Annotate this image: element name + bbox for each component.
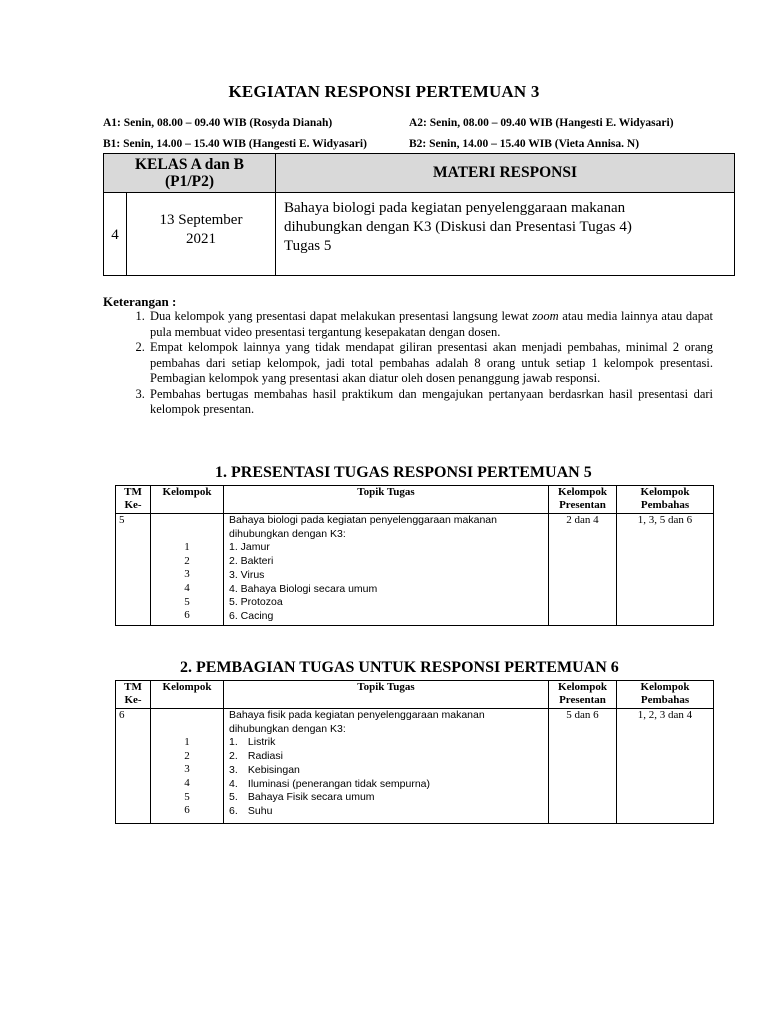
header-tm xyxy=(116,681,151,709)
keterangan-item-1-a: Dua kelompok yang presentasi dapat melakukan presentasi langsung lewat xyxy=(150,309,533,323)
header-topik: Topik Tugas xyxy=(224,486,549,514)
s2-topic xyxy=(229,805,545,819)
s2-topic-num: 2. xyxy=(229,750,238,763)
header-pembahas-line2: Pembahas xyxy=(640,694,690,706)
s2-topic-num: 6. xyxy=(229,804,238,817)
s2-topic-num: 4. xyxy=(229,777,238,790)
s1-topic: 6. Cacing xyxy=(229,609,274,622)
s1-group: 2 xyxy=(184,554,190,567)
keterangan-item-1-b: atau media lainnya atau dapat pula membuat video presentasi tergantung kesepakatan dengan dosen. xyxy=(150,309,713,339)
main-schedule-table xyxy=(103,153,735,276)
schedule-b2: B2: Senin, 14.00 – 15.40 WIB (Vieta Annisa. N) xyxy=(409,138,640,150)
section1-table xyxy=(115,485,714,626)
s1-intro-line2: dihubungkan dengan K3: xyxy=(229,527,346,540)
header-presentan xyxy=(549,681,617,709)
row-number: 4 xyxy=(104,193,127,276)
s1-topic: 4. Bahaya Biologi secara umum xyxy=(229,582,378,595)
s1-group: 3 xyxy=(184,568,190,581)
header-pembahas-line2: Pembahas xyxy=(640,499,690,511)
s2-presentan: 5 dan 6 xyxy=(549,709,617,824)
row-topic-line3: Tugas 5 xyxy=(284,238,332,254)
s2-topic xyxy=(229,778,545,792)
s2-topic-text: Bahaya Fisik secara umum xyxy=(247,791,375,804)
header-pembahas-line1: Kelompok xyxy=(640,486,690,498)
header-materi: MATERI RESPONSI xyxy=(276,154,735,193)
header-pembahas xyxy=(617,486,714,514)
s2-group: 1 xyxy=(184,736,190,748)
s1-groups xyxy=(151,514,224,626)
header-tm-line1: TM xyxy=(124,681,142,693)
header-kelas xyxy=(104,154,276,193)
s2-intro-line1: Bahaya fisik pada kegiatan penyelenggaraan makanan xyxy=(229,709,485,721)
row-date xyxy=(127,193,276,276)
row-topic xyxy=(276,193,735,276)
header-presentan xyxy=(549,486,617,514)
keterangan-list xyxy=(103,309,713,418)
s1-topic: 2. Bakteri xyxy=(229,555,274,568)
s2-topic-text: Kebisingan xyxy=(247,763,300,776)
s2-topic-num: 5. xyxy=(229,791,238,804)
header-presentan-line2: Presentan xyxy=(559,694,606,706)
s1-topic: 3. Virus xyxy=(229,568,265,581)
header-kelompok: Kelompok xyxy=(151,486,224,514)
header-kelompok: Kelompok xyxy=(151,681,224,709)
s2-topic xyxy=(229,736,545,750)
s2-intro-line2: dihubungkan dengan K3: xyxy=(229,722,346,735)
header-kelas-line2: (P1/P2) xyxy=(164,173,215,190)
keterangan-item-1-zoom: zoom xyxy=(532,309,559,323)
keterangan-item-2: 2. Empat kelompok lainnya yang tidak mendapat giliran presentasi akan menjadi pembahas, minimal 2 orang pembahas dari setiap kelompok, jadi total pembahas adalah 8 orang untuk setiap 1 kelompok presentasi. Pembagian kelompok yang presentasi akan diatur oleh dosen penanggung jawab responsi. xyxy=(148,340,713,387)
s2-topic xyxy=(229,791,545,805)
s1-tm: 5 xyxy=(116,514,151,626)
header-presentan-line2: Presentan xyxy=(559,499,606,511)
s2-topic-text: Iluminasi (penerangan tidak sempurna) xyxy=(247,777,431,790)
s1-topic: 5. Protozoa xyxy=(229,596,283,609)
s2-group: 4 xyxy=(184,777,190,790)
header-tm-line2: Ke- xyxy=(124,499,142,511)
s2-topic xyxy=(229,750,545,764)
header-presentan-line1: Kelompok xyxy=(558,681,607,693)
s2-topic-num: 3. xyxy=(229,763,238,776)
keterangan-item-3: 3. Pembahas bertugas membahas hasil praktikum dan mengajukan pertanyaan berdasrkan hasil presentasi dari kelompok presentan. xyxy=(148,387,713,418)
s2-group: 5 xyxy=(184,790,190,803)
s1-topic: 1. Jamur xyxy=(229,541,270,554)
section2-heading: 2. PEMBAGIAN TUGAS UNTUK RESPONSI PERTEMUAN 6 xyxy=(180,659,619,676)
s2-topic-text: Radiasi xyxy=(247,750,283,763)
s2-topic-text: Listrik xyxy=(247,736,276,749)
s1-group: 4 xyxy=(184,582,190,595)
s2-group: 2 xyxy=(184,749,190,762)
page-title: KEGIATAN RESPONSI PERTEMUAN 3 xyxy=(228,82,540,101)
schedule-a1: A1: Senin, 08.00 – 09.40 WIB (Rosyda Dianah) xyxy=(103,117,333,129)
header-tm-line2: Ke- xyxy=(124,694,142,706)
header-topik: Topik Tugas xyxy=(224,681,549,709)
s2-topics xyxy=(224,709,549,824)
s1-presentan: 2 dan 4 xyxy=(549,514,617,626)
row-date-line2: 2021 xyxy=(186,231,216,247)
header-tm xyxy=(116,486,151,514)
header-presentan-line1: Kelompok xyxy=(558,486,607,498)
header-pembahas xyxy=(617,681,714,709)
keterangan-item-1 xyxy=(148,309,713,340)
s2-topic-text: Suhu xyxy=(247,804,273,817)
s1-group: 1 xyxy=(184,541,190,553)
s2-topic-num: 1. xyxy=(229,736,238,749)
header-kelas-line1: KELAS A dan B xyxy=(135,156,244,173)
s2-group: 6 xyxy=(184,804,190,817)
row-topic-line1: Bahaya biologi pada kegiatan penyelenggaraan makanan xyxy=(284,200,626,216)
s2-tm: 6 xyxy=(116,709,151,824)
schedule-b1: B1: Senin, 14.00 – 15.40 WIB (Hangesti E. Widyasari) xyxy=(103,138,367,150)
s1-pembahas: 1, 3, 5 dan 6 xyxy=(617,514,714,626)
row-date-line1: 13 September xyxy=(159,212,243,228)
section2-table xyxy=(115,680,714,824)
s1-group: 5 xyxy=(184,595,190,608)
row-topic-line2: dihubungkan dengan K3 (Diskusi dan Presentasi Tugas 4) xyxy=(284,219,632,235)
header-tm-line1: TM xyxy=(124,486,142,498)
header-pembahas-line1: Kelompok xyxy=(640,681,690,693)
section1-heading: 1. PRESENTASI TUGAS RESPONSI PERTEMUAN 5 xyxy=(215,464,592,481)
s1-topics xyxy=(224,514,549,626)
s1-group: 6 xyxy=(184,609,190,622)
s2-group: 3 xyxy=(184,763,190,776)
schedule-a2: A2: Senin, 08.00 – 09.40 WIB (Hangesti E. Widyasari) xyxy=(409,117,674,129)
s2-topic xyxy=(229,764,545,778)
s2-pembahas: 1, 2, 3 dan 4 xyxy=(617,709,714,824)
s2-groups xyxy=(151,709,224,824)
keterangan-title: Keterangan : xyxy=(103,294,177,309)
s1-intro-line1: Bahaya biologi pada kegiatan penyelenggaraan makanan xyxy=(229,514,497,526)
